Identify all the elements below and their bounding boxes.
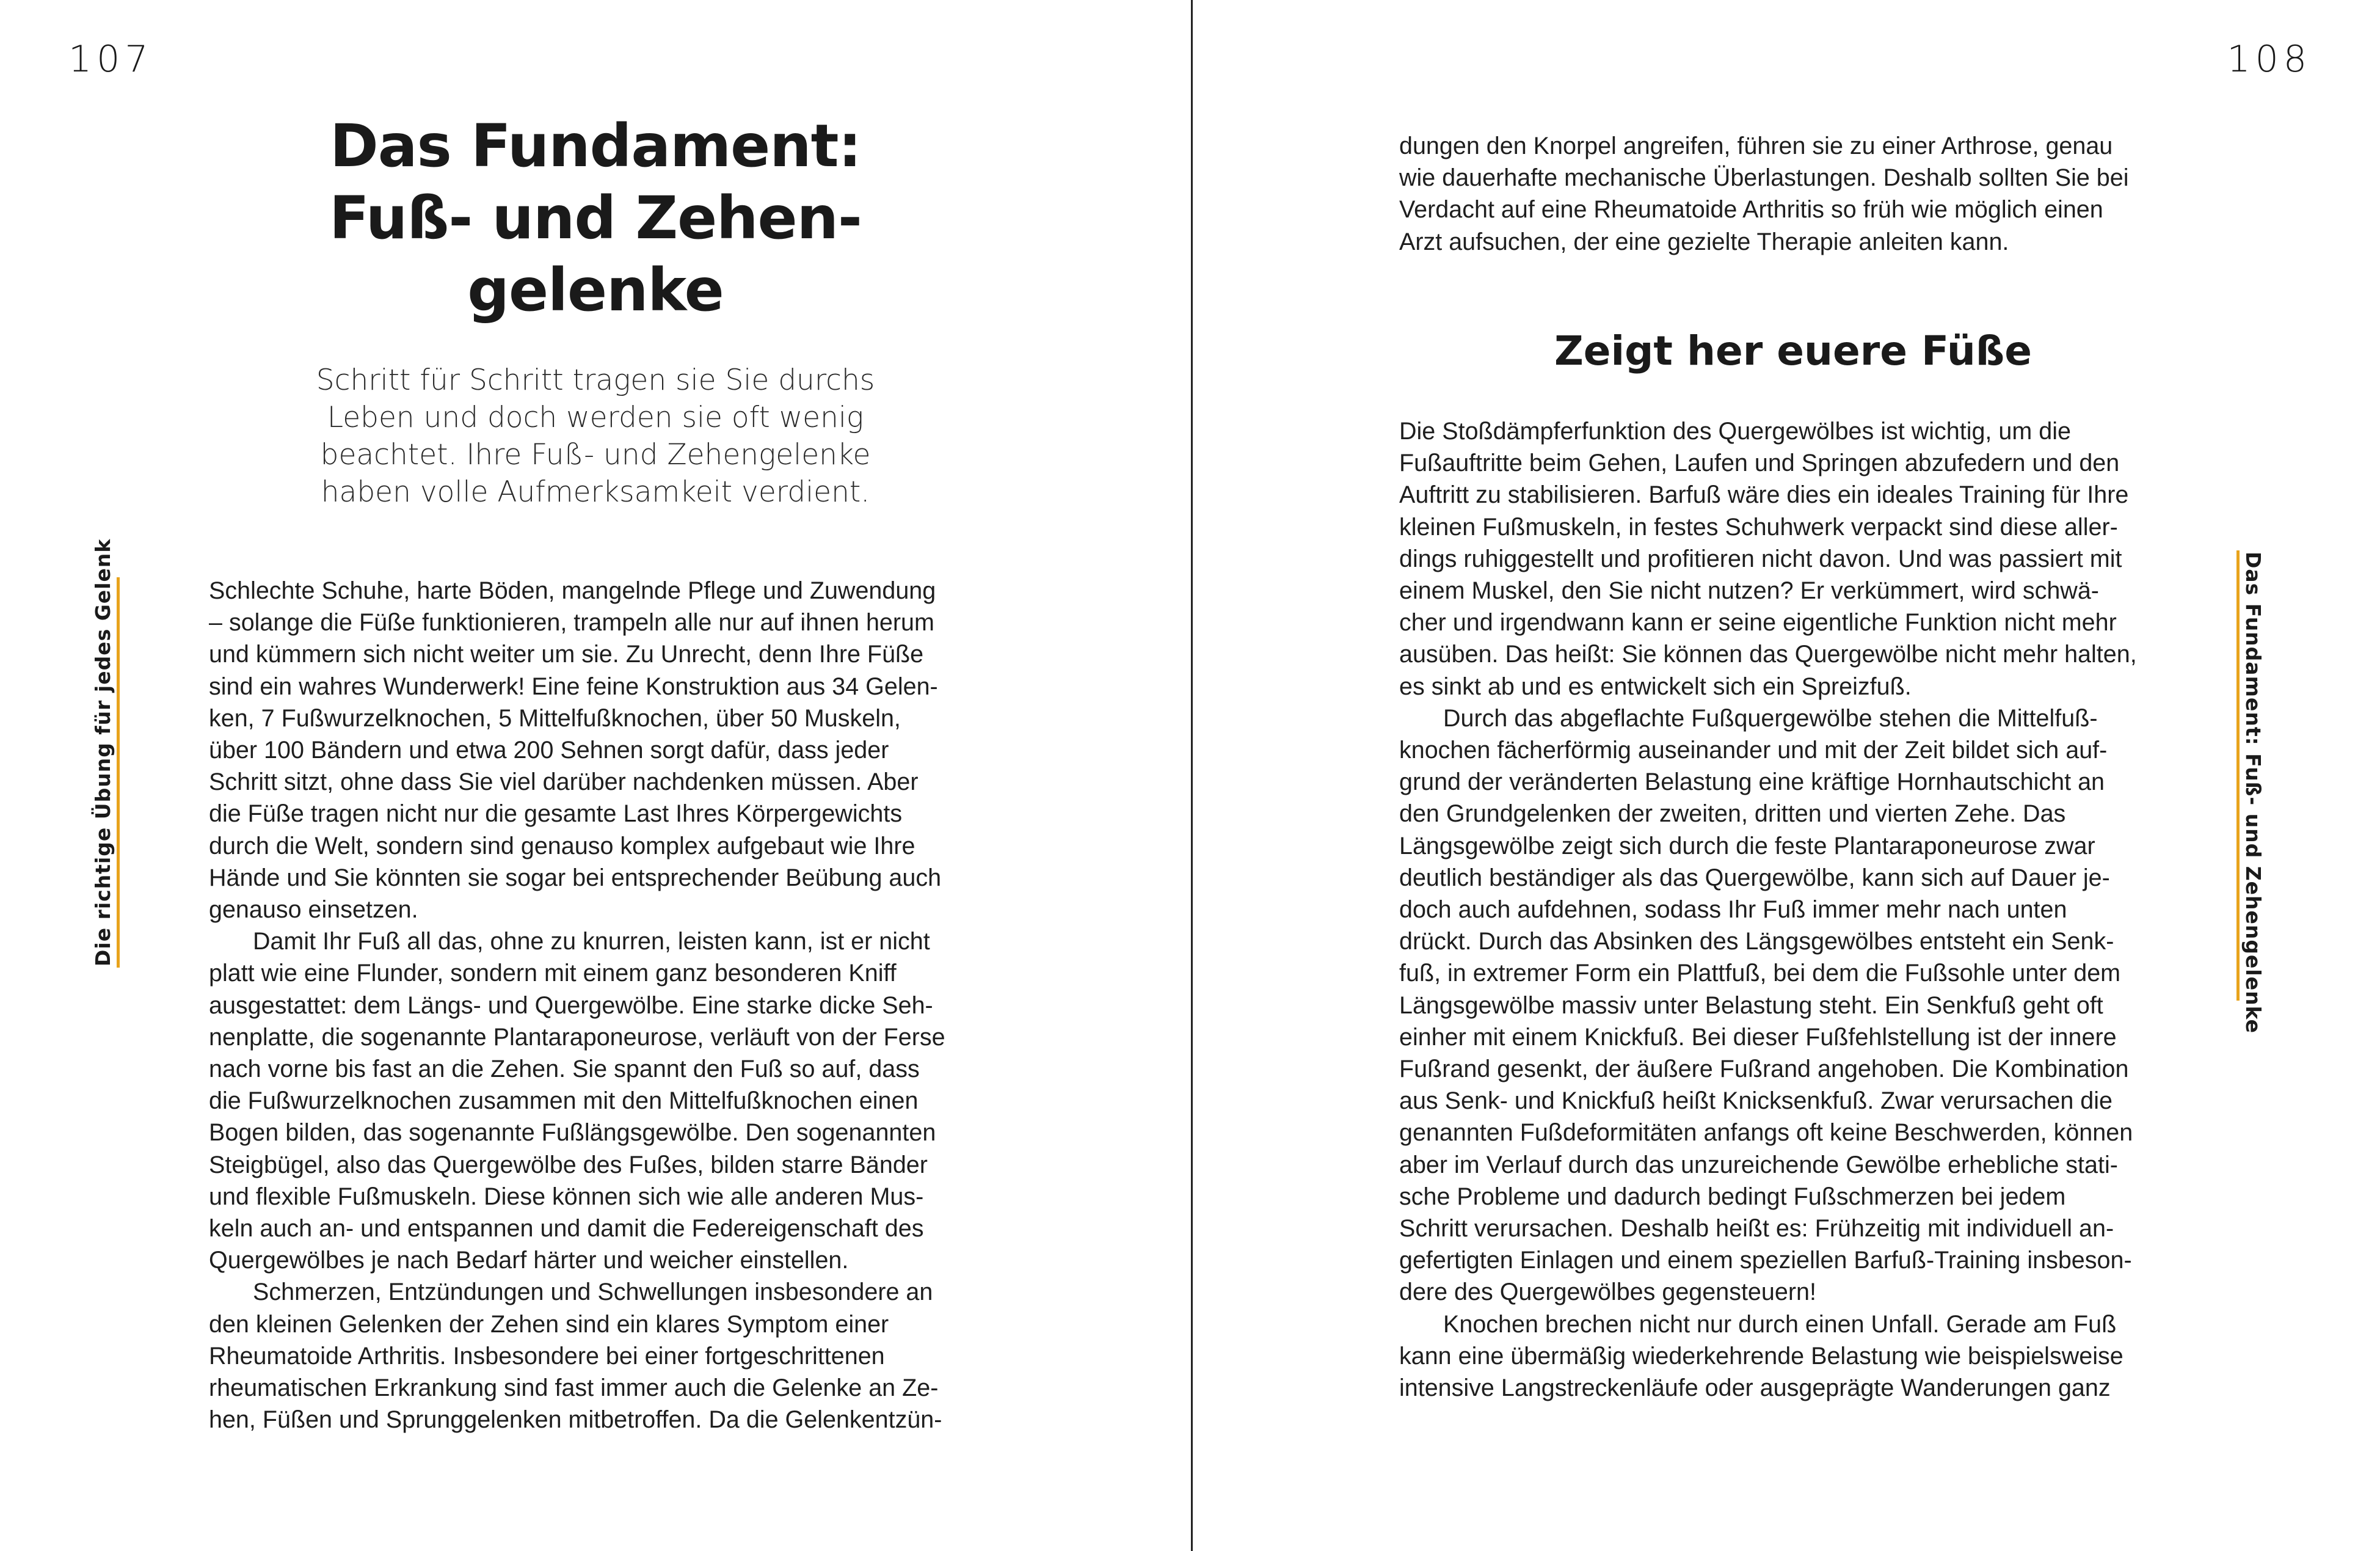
text-line: intensive Langstreckenläufe oder ausgeprägte Wanderungen ganz xyxy=(1399,1374,2111,1402)
intro-line: Schritt für Schritt tragen sie Sie durchs xyxy=(316,363,875,397)
text-line: deutlich beständiger als das Quergewölbe, kann sich auf Dauer je- xyxy=(1399,864,2110,891)
text-line: sche Probleme und dadurch bedingt Fußschmerzen bei jedem xyxy=(1399,1183,2066,1210)
text-line: gefertigten Einlagen und einem speziellen Barfuß-Training insbeson- xyxy=(1399,1247,2132,1274)
text-line: cher und irgendwann kann er seine eigentliche Funktion nicht mehr xyxy=(1399,609,2117,637)
text-line: Hände und Sie könnten sie sogar bei entsprechender Beübung auch xyxy=(209,864,942,891)
text-line: wie dauerhafte mechanische Überlastungen. Deshalb sollten Sie bei xyxy=(1399,164,2129,192)
text-line: ausüben. Das heißt: Sie können das Quergewölbe nicht mehr halten, xyxy=(1399,641,2137,668)
text-line: Auftritt zu stabilisieren. Barfuß wäre dies ein ideales Training für Ihre xyxy=(1399,481,2129,509)
text-line: nach vorne bis fast an die Zehen. Sie spannt den Fuß so auf, dass xyxy=(209,1056,920,1083)
text-line: einem Muskel, den Sie nicht nutzen? Er verkümmert, wird schwä- xyxy=(1399,577,2099,605)
text-line: ausgestattet: dem Längs- und Quergewölbe. Eine starke dicke Seh- xyxy=(209,991,933,1019)
chapter-title xyxy=(244,110,947,326)
page-gutter xyxy=(1191,0,1193,1551)
text-line: – solange die Füße funktionieren, trampeln alle nur auf ihnen herum xyxy=(209,609,934,637)
section-side-tab-right: Das Fundament: Fuß- und Zehengelenke xyxy=(2236,550,2266,1001)
text-line: Steigbügel, also das Quergewölbe des Fußes, bilden starre Bänder xyxy=(209,1151,928,1178)
text-line: nenplatte, die sogenannte Plantaraponeurose, verläuft von der Ferse xyxy=(209,1023,945,1051)
section-heading: Zeigt her euere Füße xyxy=(1554,327,2032,374)
text-line: sind ein wahres Wunderwerk! Eine feine Konstruktion aus 34 Gelen- xyxy=(209,673,938,700)
section-side-tab-left: Die richtige Übung für jedes Gelenk xyxy=(90,577,120,968)
text-line: grund der veränderten Belastung eine kräftige Hornhautschicht an xyxy=(1399,768,2105,796)
text-line: keln auch an- und entspannen und damit die Federeigenschaft des xyxy=(209,1215,924,1243)
text-line: Fußrand gesenkt, der äußere Fußrand angehoben. Die Kombination xyxy=(1399,1056,2129,1083)
text-line: Damit Ihr Fuß all das, ohne zu knurren, leisten kann, ist er nicht xyxy=(253,928,930,955)
text-line: Die Stoßdämpferfunktion des Quergewölbes ist wichtig, um die xyxy=(1399,418,2071,445)
text-line: den kleinen Gelenken der Zehen sind ein klares Symptom einer xyxy=(209,1310,889,1338)
text-line: aus Senk- und Knickfuß heißt Knicksenkfuß. Zwar verursachen die xyxy=(1399,1087,2113,1115)
text-line: drückt. Durch das Absinken des Längsgewölbes entsteht ein Senk- xyxy=(1399,928,2114,955)
text-line: den Grundgelenken der zweiten, dritten und vierten Zehe. Das xyxy=(1399,800,2066,828)
text-line: platt wie eine Flunder, sondern mit einem ganz besonderen Kniff xyxy=(209,960,897,987)
text-line: Verdacht auf eine Rheumatoide Arthritis so früh wie möglich einen xyxy=(1399,196,2103,224)
page-number-left: 107 xyxy=(68,38,153,81)
text-line: dings ruhiggestellt und profitieren nicht davon. Und was passiert mit xyxy=(1399,545,2122,572)
text-line: genauso einsetzen. xyxy=(209,896,418,924)
intro-line: haben volle Aufmerksamkeit verdient. xyxy=(321,475,870,509)
text-line: und flexible Fußmuskeln. Diese können sich wie alle anderen Mus- xyxy=(209,1183,924,1210)
text-line: durch die Welt, sondern sind genauso komplex aufgebaut wie Ihre xyxy=(209,832,915,859)
text-line: Bogen bilden, das sogenannte Fußlängsgewölbe. Den sogenannten xyxy=(209,1119,936,1147)
chapter-title-line: Fuß- und Zehen- xyxy=(329,184,862,252)
right-page xyxy=(1193,0,2380,1551)
text-line: kleinen Fußmuskeln, in festes Schuhwerk verpackt sind diese aller- xyxy=(1399,513,2118,541)
text-line: hen, Füßen und Sprunggelenken mitbetroffen. Da die Gelenkentzün- xyxy=(209,1406,942,1434)
text-line: rheumatischen Erkrankung sind fast immer auch die Gelenke an Ze- xyxy=(209,1374,939,1402)
text-line: ken, 7 Fußwurzelknochen, 5 Mittelfußknochen, über 50 Muskeln, xyxy=(209,704,901,732)
chapter-title-line: gelenke xyxy=(467,256,724,324)
text-line: einher mit einem Knickfuß. Bei dieser Fußfehlstellung ist der innere xyxy=(1399,1023,2117,1051)
text-line: doch auch aufdehnen, sodass Ihr Fuß immer mehr nach unten xyxy=(1399,896,2067,924)
text-line: genannten Fußdeformitäten anfangs oft keine Beschwerden, können xyxy=(1399,1119,2133,1147)
text-line: über 100 Bändern und etwa 200 Sehnen sorgt dafür, dass jeder xyxy=(209,737,889,764)
text-line: kann eine übermäßig wiederkehrende Belastung wie beispielsweise xyxy=(1399,1342,2123,1370)
text-line: Quergewölbes je nach Bedarf härter und weicher einstellen. xyxy=(209,1247,849,1274)
text-line: es sinkt ab und es entwickelt sich ein Spreizfuß. xyxy=(1399,673,1912,700)
text-line: die Fußwurzelknochen zusammen mit den Mittelfußknochen einen xyxy=(209,1087,919,1115)
text-line: Schmerzen, Entzündungen und Schwellungen insbesondere an xyxy=(253,1279,933,1306)
text-line: Rheumatoide Arthritis. Insbesondere bei einer fortgeschrittenen xyxy=(209,1342,885,1370)
text-line: fuß, in extremer Form ein Plattfuß, bei dem die Fußsohle unter dem xyxy=(1399,960,2121,987)
text-line: Durch das abgeflachte Fußquergewölbe stehen die Mittelfuß- xyxy=(1443,704,2098,732)
right-body-text xyxy=(1399,415,2187,1404)
text-line: Längsgewölbe massiv unter Belastung steht. Ein Senkfuß geht oft xyxy=(1399,991,2103,1019)
intro-line: Leben und doch werden sie oft wenig xyxy=(327,401,864,434)
text-line: aber im Verlauf durch das unzureichende Gewölbe erhebliche stati- xyxy=(1399,1151,2118,1178)
text-line: die Füße tragen nicht nur die gesamte Last Ihres Körpergewichts xyxy=(209,800,903,828)
intro-line: beachtet. Ihre Fuß- und Zehengelenke xyxy=(320,438,871,472)
text-line: dungen den Knorpel angreifen, führen sie zu einer Arthrose, genau xyxy=(1399,133,2113,159)
text-line: Fußauftritte beim Gehen, Laufen und Springen abzufedern und den xyxy=(1399,450,2120,477)
page-number-right: 108 xyxy=(2227,38,2312,81)
chapter-title-line: Das Fundament: xyxy=(330,112,861,180)
right-continuation-text xyxy=(1399,130,2187,258)
text-line: Längsgewölbe zeigt sich durch die feste Plantaraponeurose zwar xyxy=(1399,832,2095,859)
text-line: dere des Quergewölbes gegensteuern! xyxy=(1399,1279,1816,1306)
left-body-text xyxy=(209,575,997,1436)
text-line: knochen fächerförmig auseinander und mit der Zeit bildet sich auf- xyxy=(1399,737,2108,764)
chapter-intro xyxy=(263,362,928,511)
text-line: und kümmern sich nicht weiter um sie. Zu Unrecht, denn Ihre Füße xyxy=(209,641,924,668)
text-line: Knochen brechen nicht nur durch einen Unfall. Gerade am Fuß xyxy=(1443,1310,2117,1338)
text-line: Schlechte Schuhe, harte Böden, mangelnde Pflege und Zuwendung xyxy=(209,577,936,604)
text-line: Arzt aufsuchen, der eine gezielte Therapie anleiten kann. xyxy=(1399,228,2009,255)
text-line: Schritt sitzt, ohne dass Sie viel darüber nachdenken müssen. Aber xyxy=(209,768,919,796)
text-line: Schritt verursachen. Deshalb heißt es: Frühzeitig mit individuell an- xyxy=(1399,1215,2114,1243)
